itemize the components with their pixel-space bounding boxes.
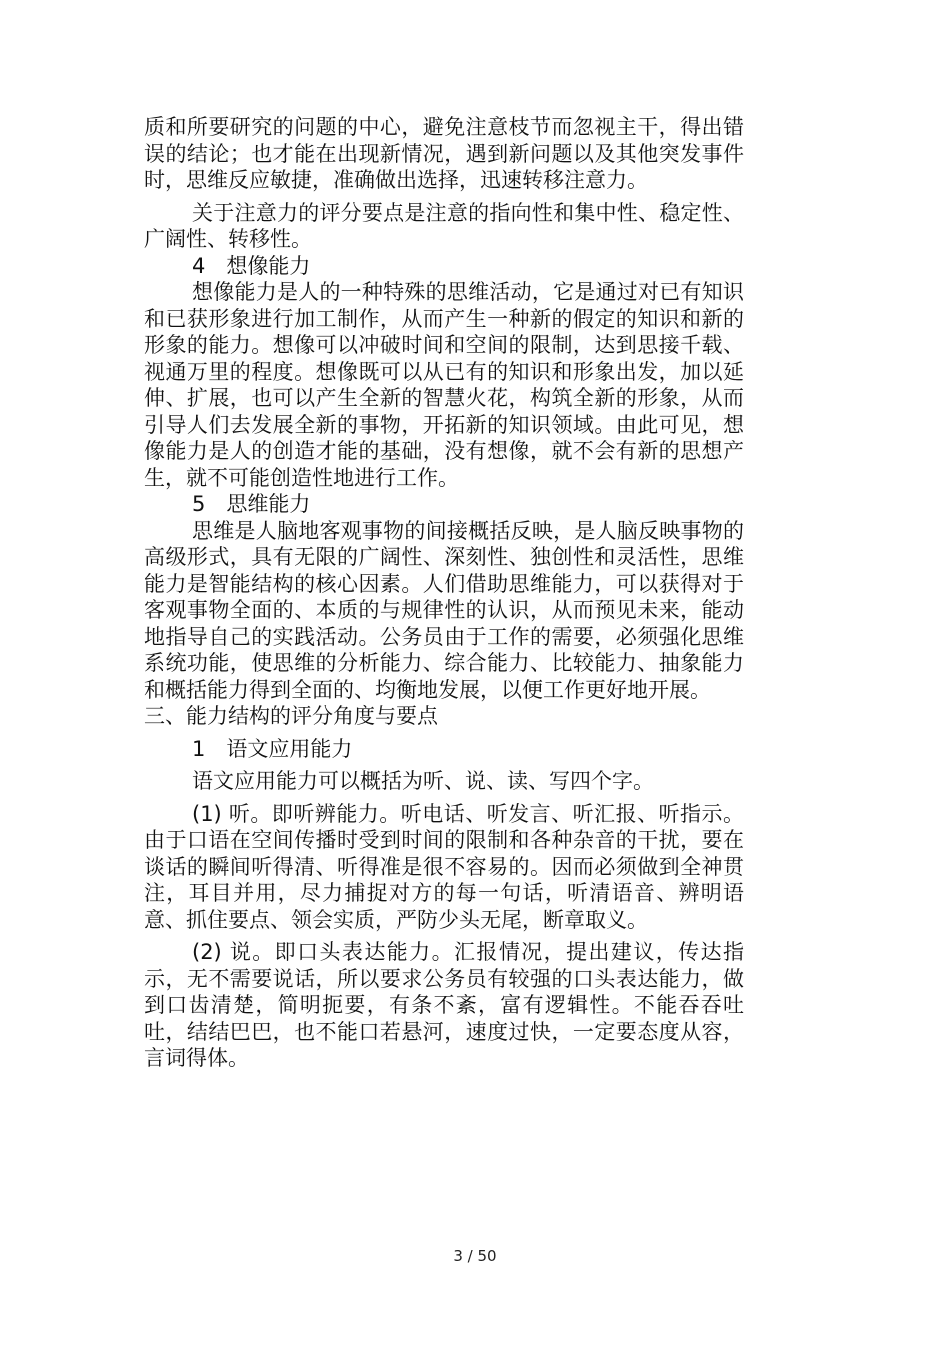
paragraph-attention-continued: 质和所要研究的问题的中心，避免注意枝节而忽视主干，得出错误的结论；也才能在出现新情况，遇到新问题以及其他突发事件时，思维反应敏捷，准确做出选择，迅速转移注意力。 (144, 115, 744, 192)
paragraph-language-summary: 语文应用能力可以概括为听、说、读、写四个字。 (192, 769, 654, 793)
heading-thinking: 5 思维能力 (192, 492, 311, 516)
page-number: 3 / 50 (453, 1247, 497, 1265)
paragraph-imagination: 想像能力是人的一种特殊的思维活动，它是通过对已有知识和已获形象进行加工制作，从而产生一种新的假定的知识和新的形象的能力。想像可以冲破时间和空间的限制，达到思接千载、视通万里的程度。想像既可以从已有的知识和形象出发，加以延伸、扩展，也可以产生全新的智慧火花，构筑全新的形象，从而引导人们去发展全新的事物，开拓新的知识领域。由此可见，想像能力是人的创造才能的基础，没有想像，就不会有新的思想产生，就不可能创造性地进行工作。 (144, 280, 744, 490)
section-heading-ability-structure: 三、能力结构的评分角度与要点 (144, 704, 438, 728)
heading-language-ability: 1 语文应用能力 (192, 736, 353, 761)
paragraph-attention-scoring: 关于注意力的评分要点是注意的指向性和集中性、稳定性、广阔性、转移性。 (144, 200, 744, 251)
paragraph-speaking: (2) 说。即口头表达能力。汇报情况，提出建议，传达指示，无不需要说话，所以要求公务员有较强的口头表达能力，做到口齿清楚，简明扼要，有条不紊，富有逻辑性。不能吞吞吐吐，结结巴巴，也不能口若悬河，速度过快，一定要态度从容，言词得体。 (144, 940, 744, 1070)
heading-imagination: 4 想像能力 (192, 253, 311, 278)
paragraph-thinking: 思维是人脑地客观事物的间接概括反映，是人脑反映事物的高级形式，具有无限的广阔性、深刻性、独创性和灵活性，思维能力是智能结构的核心因素。人们借助思维能力，可以获得对于客观事物全面的、本质的与规律性的认识，从而预见未来，能动地指导自己的实践活动。公务员由于工作的需要，必须强化思维系统功能，使思维的分析能力、综合能力、比较能力、抽象能力和概括能力得到全面的、均衡地发展，以便工作更好地开展。 (144, 518, 744, 702)
document-body (144, 114, 744, 1072)
paragraph-listening: (1) 听。即听辨能力。听电话、听发言、听汇报、听指示。由于口语在空间传播时受到时间的限制和各种杂音的干扰，要在谈话的瞬间听得清、听得准是很不容易的。因而必须做到全神贯注，耳目并用，尽力捕捉对方的每一句话，听清语音、辨明语意、抓住要点、领会实质，严防少头无尾，断章取义。 (144, 801, 744, 932)
